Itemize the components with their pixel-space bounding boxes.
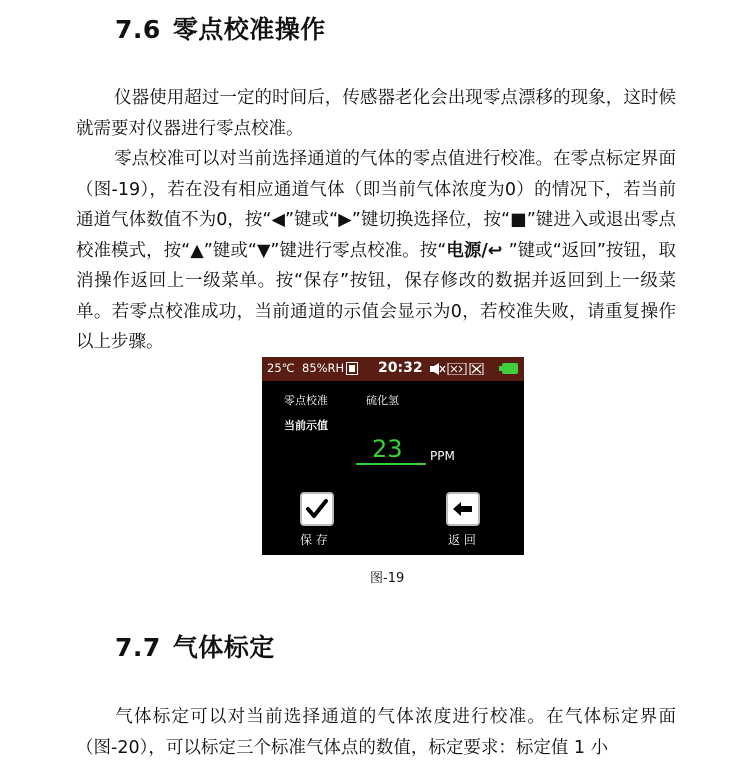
section-number: 7.6 (115, 15, 161, 44)
humidity-readout: 85%RH (302, 361, 345, 375)
section-7-6-heading (115, 10, 326, 46)
temperature-readout: 25℃ (267, 361, 295, 375)
paragraph-drift-text: 仪器使用超过一定的时间后，传感器老化会出现零点漂移的现象，这时候就需要对仪器进行零点校准。 (76, 88, 676, 139)
paragraph-gas-text: 气体标定可以对当前选择通道的气体浓度进行校准。在气体标定界面（图-20），可以标定三个标准气体点的数值，标定要求：标定值 1 小 (76, 707, 676, 758)
clock: 20:32 (378, 360, 423, 376)
paragraph-drift (76, 83, 676, 144)
back-button[interactable] (446, 492, 480, 526)
sd-card-icon (346, 362, 358, 375)
unit-label: PPM (430, 449, 455, 463)
section-7-7-heading (115, 628, 275, 664)
figure-caption: 图-19 (370, 571, 405, 586)
section-number: 7.7 (115, 633, 161, 662)
fan-icon (470, 363, 483, 375)
mode-label: 零点校准 (284, 394, 328, 407)
paragraph-zero-text-b: ”键或“返回”按钮，取消操作返回上一级菜单。按“保存”按钮，保存修改的数据并返回到上一级菜单。若零点校准成功，当前通道的示值会显示为0，若校准失败，请重复操作以上步骤。 (76, 240, 677, 352)
power-key-label: 电源/↩ (446, 240, 509, 261)
section-title: 零点校准操作 (172, 15, 326, 44)
save-button[interactable] (300, 492, 334, 526)
paragraph-zero-calibration (76, 144, 676, 358)
current-value[interactable]: 23 (372, 435, 403, 463)
section-title: 气体标定 (172, 633, 275, 662)
value-underline (356, 463, 426, 465)
sound-alarm-fan-icons (430, 363, 486, 375)
paragraph-zero-text-a: 零点校准可以对当前选择通道的气体的零点值进行校准。在零点标定界面（图-19），若在没有相应通道气体（即当前气体浓度为0）的情况下，若当前通道气体数值不为0，按“◀”键或“▶”键切换选择位，按“■”键进入或退出零点校准模式，按“▲”键或“▼”键进行零点校准。按“ (76, 149, 676, 261)
speaker-mute-icon (430, 363, 445, 375)
battery-icon (502, 363, 518, 374)
gas-name: 硫化氢 (366, 394, 399, 407)
status-bar (262, 357, 524, 381)
alarm-off-icon (448, 363, 466, 375)
back-arrow-icon (448, 494, 478, 524)
save-button-label: 保 存 (300, 533, 328, 547)
back-button-label: 返 回 (448, 533, 476, 547)
checkmark-icon (302, 494, 332, 524)
reading-label: 当前示值 (284, 419, 328, 432)
device-screen-figure (262, 357, 524, 555)
paragraph-gas-calibration (76, 702, 676, 763)
